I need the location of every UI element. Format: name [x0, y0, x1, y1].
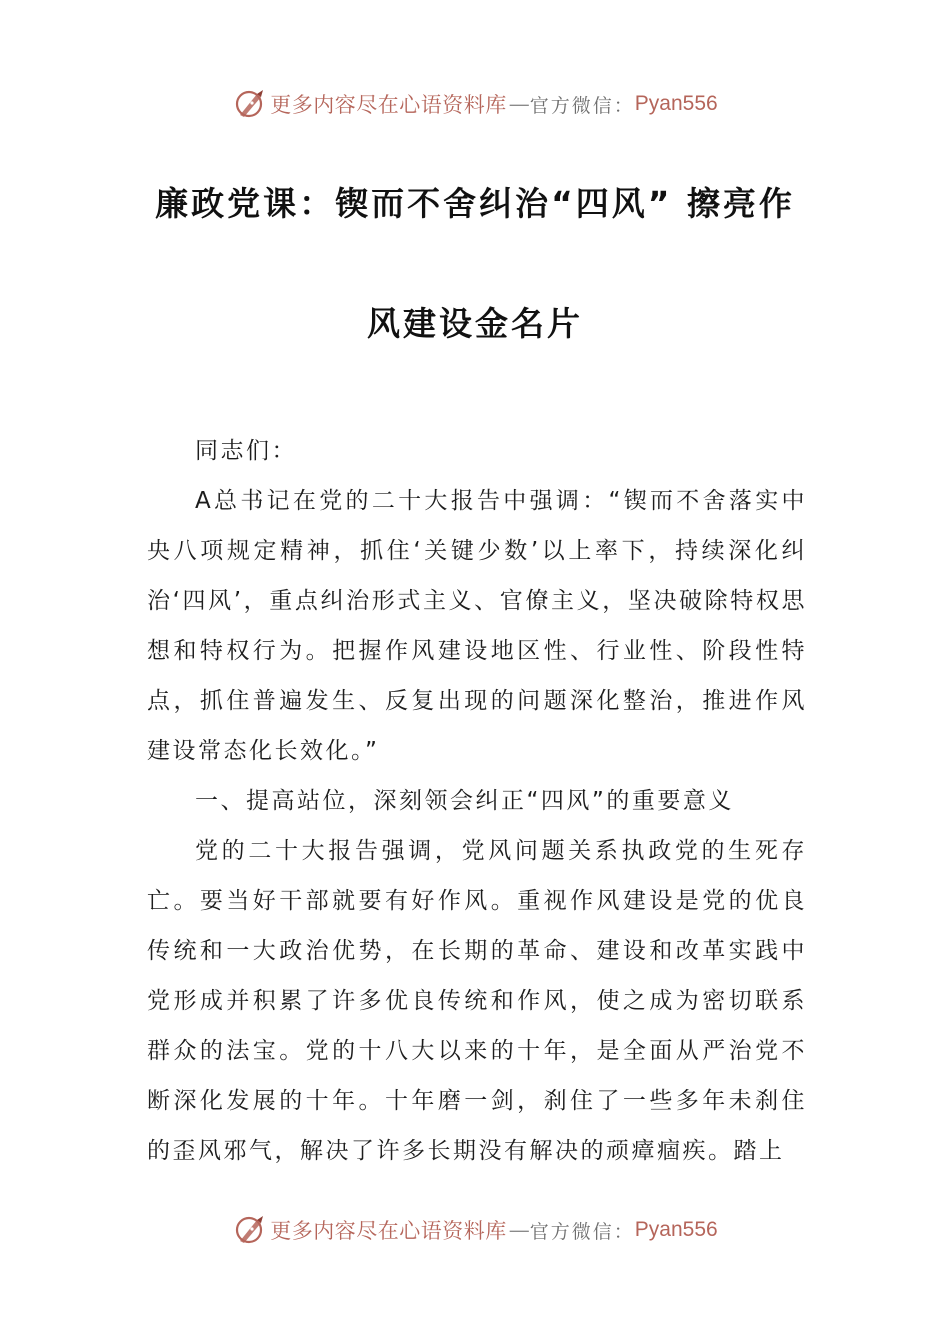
pen-nib-logo-icon [232, 86, 268, 122]
document-body [147, 426, 807, 1176]
document-title-line-2: 风建设金名片 [367, 304, 583, 343]
body-paragraph: A总书记在党的二十大报告中强调：“锲而不舍落实中央八项规定精神，抓住‘关键少数’以上率下，持续深化纠治‘四风’，重点纠治形式主义、官僚主义，坚决破除特权思想和特权行为。把握作风建设地区性、行业性、阶段性特点，抓住普遍发生、反复出现的问题深化整治，推进作风建设常态化长效化。” [147, 488, 807, 764]
footer-banner [0, 1208, 950, 1252]
pen-nib-logo-icon [232, 1212, 268, 1248]
banner-brand-text: 更多内容尽在心语资料库 [270, 93, 507, 117]
banner-brand-text: 更多内容尽在心语资料库 [270, 1219, 507, 1243]
salutation: 同志们： [195, 438, 297, 464]
banner-dash: — [508, 1218, 528, 1242]
banner-wechat-id: Pyan556 [634, 1218, 718, 1241]
section-heading: 一、提高站位，深刻领会纠正“四风”的重要意义 [195, 788, 734, 814]
banner-wechat-label: 官方微信： [529, 94, 635, 117]
banner-wechat-id: Pyan556 [634, 92, 718, 115]
document-title-line-1: 廉政党课：锲而不舍纠治“四风” 擦亮作 [155, 184, 795, 223]
banner-dash: — [508, 92, 528, 116]
banner-wechat-label: 官方微信： [529, 1220, 635, 1243]
body-paragraph: 党的二十大报告强调，党风问题关系执政党的生死存亡。要当好干部就要有好作风。重视作风建设是党的优良传统和一大政治优势，在长期的革命、建设和改革实践中党形成并积累了许多优良传统和作风，使之成为密切联系群众的法宝。党的十八大以来的十年，是全面从严治党不断深化发展的十年。十年磨一剑，刹住了一些多年未刹住的歪风邪气，解决了许多长期没有解决的顽瘴痼疾。踏上 [147, 838, 807, 1164]
header-banner [0, 82, 950, 126]
